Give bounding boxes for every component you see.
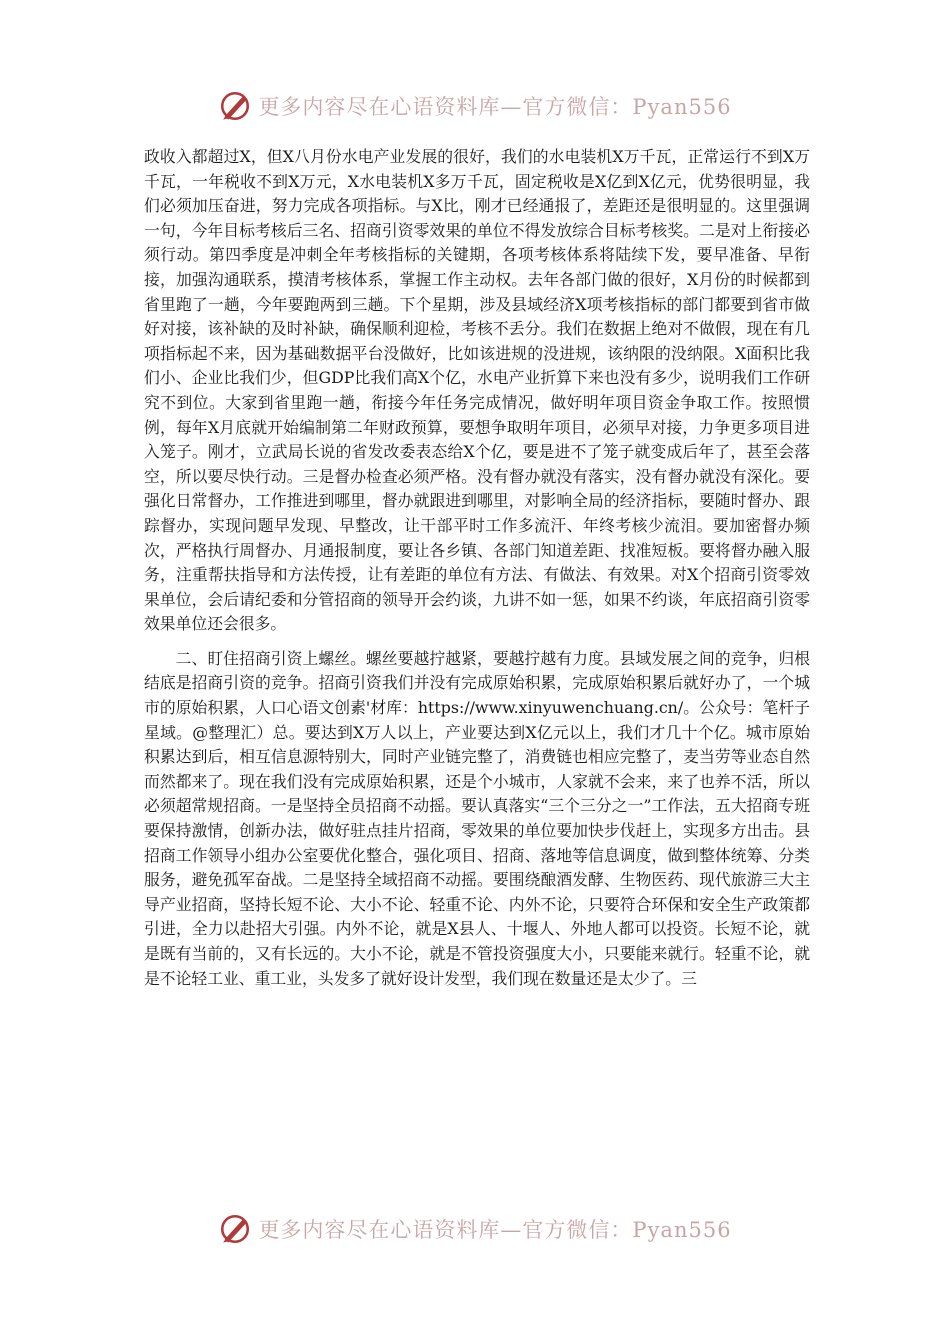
pen-logo-icon xyxy=(218,89,252,123)
paragraph: 二、盯住招商引资上螺丝。螺丝要越拧越紧，要越拧越有力度。县域发展之间的竞争，归根结底是招商引资的竞争。招商引资我们并没有完成原始积累，完成原始积累后就好办了，一个城市的原始积累，人口心语文创素'材库：https://www.xinyuwenchuang.cn/。公众号：笔杆子星域。@整理汇）总。要达到X万人以上，产业要达到X亿元以上，我们才几十个亿。城市原始积累达到后，相互信息源特别大，同时产业链完整了，消费链也相应完整了，麦当劳等业态自然而然都来了。现在我们没有完成原始积累，还是个小城市，人家就不会来，来了也养不活，所以必须超常规招商。一是坚持全员招商不动摇。要认真落实“三个三分之一”工作法，五大招商专班要保持激情，创新办法，做好驻点挂片招商，零效果的单位要加快步伐赶上，实现多方出击。县招商工作领导小组办公室要优化整合，强化项目、招商、落地等信息调度，做到整体统筹、分类服务，避免孤军奋战。二是坚持全域招商不动摇。要围绕酿酒发酵、生物医药、现代旅游三大主导产业招商，坚持长短不论、大小不论、轻重不论、内外不论，只要符合环保和安全生产政策都引进，全力以赴招大引强。内外不论，就是X县人、十堰人、外地人都可以投资。长短不论，就是既有当前的，又有长远的。大小不论，就是不管投资强度大小，只要能来就行。轻重不论，就是不论轻工业、重工业，头发多了就好设计发型，我们现在数量还是太少了。三 xyxy=(144,648,810,988)
pen-logo-icon xyxy=(218,1212,252,1246)
footer-watermark xyxy=(0,1209,950,1249)
document-body xyxy=(144,145,810,991)
watermark-text: 更多内容尽在心语资料库—官方微信：Pyan556 xyxy=(258,1218,732,1242)
paragraph: 政收入都超过X，但X八月份水电产业发展的很好，我们的水电装机X万千瓦，正常运行不到X万千瓦，一年税收不到X万元，X水电装机X多万千瓦，固定税收是X亿到X亿元，优势很明显，我们必须加压奋进，努力完成各项指标。与X比，刚才已经通报了，差距还是很明显的。这里强调一句，今年目标考核后三名、招商引资零效果的单位不得发放综合目标考核奖。二是对上衔接必须行动。第四季度是冲刺全年考核指标的关键期，各项考核体系将陆续下发，要早准备、早衔接，加强沟通联系，摸清考核体系，掌握工作主动权。去年各部门做的很好，X月份的时候都到省里跑了一趟，今年要跑两到三趟。下个星期，涉及县域经济X项考核指标的部门都要到省市做好对接，该补缺的及时补缺，确保顺利迎检，考核不丢分。我们在数据上绝对不做假，现在有几项指标起不来，因为基础数据平台没做好，比如该进规的没进规，该纳限的没纳限。X面积比我们小、企业比我们少，但GDP比我们高X个亿，水电产业折算下来也没有多少，说明我们工作研究不到位。大家到省里跑一趟，衔接今年任务完成情况，做好明年项目资金争取工作。按照惯例，每年X月底就开始编制第二年财政预算，要想争取明年项目，必须早对接，力争更多项目进入笼子。刚才，立武局长说的省发改委表态给X个亿，要是进不了笼子就变成后年了，甚至会落空，所以要尽快行动。三是督办检查必须严格。没有督办就没有落实，没有督办就没有深化。要强化日常督办，工作推进到哪里，督办就跟进到哪里，对影响全局的经济指标，要随时督办、跟踪督办，实现问题早发现、早整改，让干部平时工作多流汗、年终考核少流泪。要加密督办频次，严格执行周督办、月通报制度，要让各乡镇、各部门知道差距、找准短板。要将督办融入服务，注重帮扶指导和方法传授，让有差距的单位有方法、有做法、有效果。对X个招商引资零效果单位，会后请纪委和分管招商的领导开会约谈，九讲不如一惩，如果不约谈，年底招商引资零效果单位还会很多。 xyxy=(144,147,810,634)
watermark-text: 更多内容尽在心语资料库—官方微信：Pyan556 xyxy=(258,95,732,119)
header-watermark xyxy=(0,86,950,126)
